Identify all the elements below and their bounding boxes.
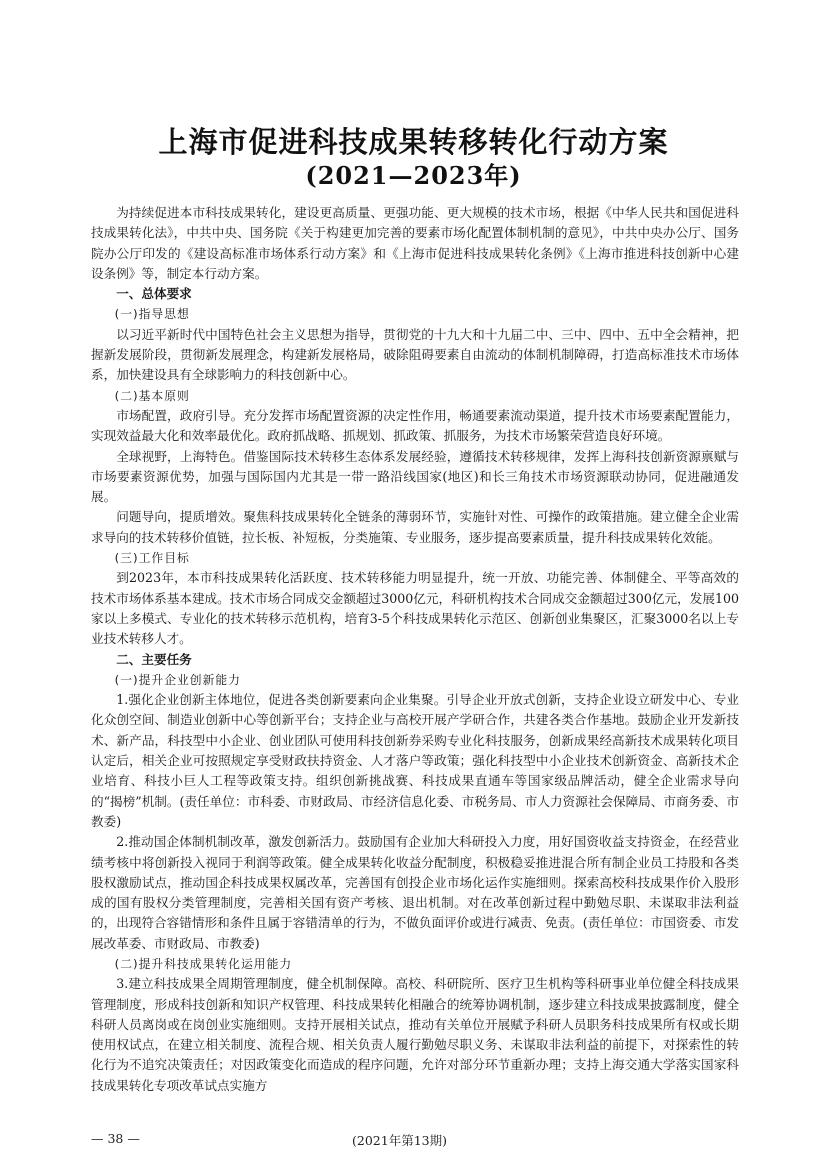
paragraph: 1.强化企业创新主体地位，促进各类创新要素向企业集聚。引导企业开放式创新，支持企业设立研发中心、专业化众创空间、制造业创新中心等创新平台；支持企业与高校开展产学研合作，共建各类合作基地。鼓励企业开发新技术、新产品，科技型中小企业、创业团队可使用科技创新券采购专业化科技服务，创新成果经高新技术成果转化项目认定后，相关企业可按照规定享受财政扶持资金、人才落户等政策；强化科技型中小企业技术创新资金、高新技术企业培育、科技小巨人工程等政策支持。组织创新挑战赛、科技成果直通车等国家级品牌活动，健全企业需求导向的“揭榜”机制。(责任单位：市科委、市财政局、市经济信息化委、市税务局、市人力资源社会保障局、市商务委、市教委) bbox=[91, 692, 739, 829]
paragraph: 以习近平新时代中国特色社会主义思想为指导，贯彻党的十九大和十九届二中、三中、四中、五中全会精神，把握新发展阶段，贯彻新发展理念，构建新发展格局，破除阻碍要素自由流动的体制机制障碍，打造高标准技术市场体系，加快建设具有全球影响力的科技创新中心。 bbox=[91, 326, 739, 383]
paragraph: 为持续促进本市科技成果转化，建设更高质量、更强功能、更大规模的技术市场，根据《中华人民共和国促进科技成果转化法》，中共中央、国务院《关于构建更加完善的要素市场化配置体制机制的意见》，中共中央办公厅、国务院办公厅印发的《建设高标准市场体系行动方案》和《上海市促进科技成果转化条例》《上海市推进科技创新中心建设条例》等，制定本行动方案。 bbox=[91, 205, 739, 281]
subsection-heading: (二)提升科技成果转化运用能力 bbox=[114, 956, 293, 971]
section-heading: 二、主要任务 bbox=[116, 651, 192, 667]
document-title: 上海市促进科技成果转移转化行动方案 bbox=[158, 125, 669, 159]
page-number: — 38 — bbox=[91, 1131, 140, 1146]
document-body bbox=[91, 203, 739, 1096]
document-subtitle: (2021—2023年) bbox=[305, 161, 522, 190]
paragraph: 2.推动国企体制机制改革，激发创新活力。鼓励国有企业加大科研投入力度，用好国资收益支持资金，在经营业绩考核中将创新投入视同于利润等政策。健全成果转化收益分配制度，积极稳妥推进混合所有制企业员工持股和各类股权激励试点，推动国企科技成果权属改革，完善国有创投企业市场化运作实施细则。探索高校科技成果作价入股形成的国有股权分类管理制度，完善相关国有资产考核、退出机制。对在改革创新过程中勤勉尽职、未谋取非法利益的，出现符合容错情形和条件且属于容错清单的行为，不做负面评价或进行减责、免责。(责任单位：市国资委、市发展改革委、市财政局、市教委) bbox=[91, 834, 739, 951]
paragraph: 市场配置，政府引导。充分发挥市场配置资源的决定性作用，畅通要素流动渠道，提升技术市场要素配置能力，实现效益最大化和效率最优化。政府抓战略、抓规划、抓政策、抓服务，为技术市场繁荣营造良好环境。 bbox=[91, 407, 739, 444]
subsection-heading: (三)工作目标 bbox=[114, 551, 190, 566]
paragraph: 到2023年，本市科技成果转化活跃度、技术转移能力明显提升，统一开放、功能完善、体制健全、平等高效的技术市场体系基本建成。技术市场合同成交金额超过3000亿元，科研机构技术合同成交金额超过300亿元，发展100家以上多模式、专业化的技术转移示范机构，培育3-5个科技成果转化示范区、创新创业集聚区，汇聚3000名以上专业技术转移人才。 bbox=[91, 570, 739, 647]
paragraph: 全球视野，上海特色。借鉴国际技术转移生态体系发展经验，遵循技术转移规律，发挥上海科技创新资源禀赋与市场要素资源优势，加强与国际国内尤其是一带一路沿线国家(地区)和长三角技术市场资源联动协同，促进融通发展。 bbox=[91, 448, 739, 505]
section-heading: 一、总体要求 bbox=[116, 286, 192, 302]
subsection-heading: (一)指导思想 bbox=[114, 307, 190, 322]
subsection-heading: (一)提升企业创新能力 bbox=[114, 672, 241, 687]
paragraph: 3.建立科技成果全周期管理制度，健全机制保障。高校、科研院所、医疗卫生机构等科研事业单位健全科技成果管理制度，形成科技创新和知识产权管理、科技成果转化相融合的统筹协调机制，逐步建立科技成果披露制度，健全科研人员离岗或在岗创业实施细则。支持开展相关试点，推动有关单位开展赋予科研人员职务科技成果所有权或长期使用权试点，在建立相关制度、流程合规、相关负责人履行勤勉尽职义务、未谋取非法利益的前提下，对探索性的转化行为不追究决策责任；对因政策变化而造成的程序问题，允许对部分环节重新办理；支持上海交通大学落实国家科技成果转化专项改革试点实施方 bbox=[91, 976, 739, 1093]
issue-label: (2021年第13期) bbox=[352, 1133, 447, 1148]
subsection-heading: (二)基本原则 bbox=[114, 388, 190, 403]
paragraph: 问题导向，提质增效。聚焦科技成果转化全链条的薄弱环节，实施针对性、可操作的政策措施。建立健全企业需求导向的技术转移价值链，拉长板、补短板，分类施策、专业服务，逐步提高要素质量，提升科技成果转化效能。 bbox=[91, 509, 739, 545]
